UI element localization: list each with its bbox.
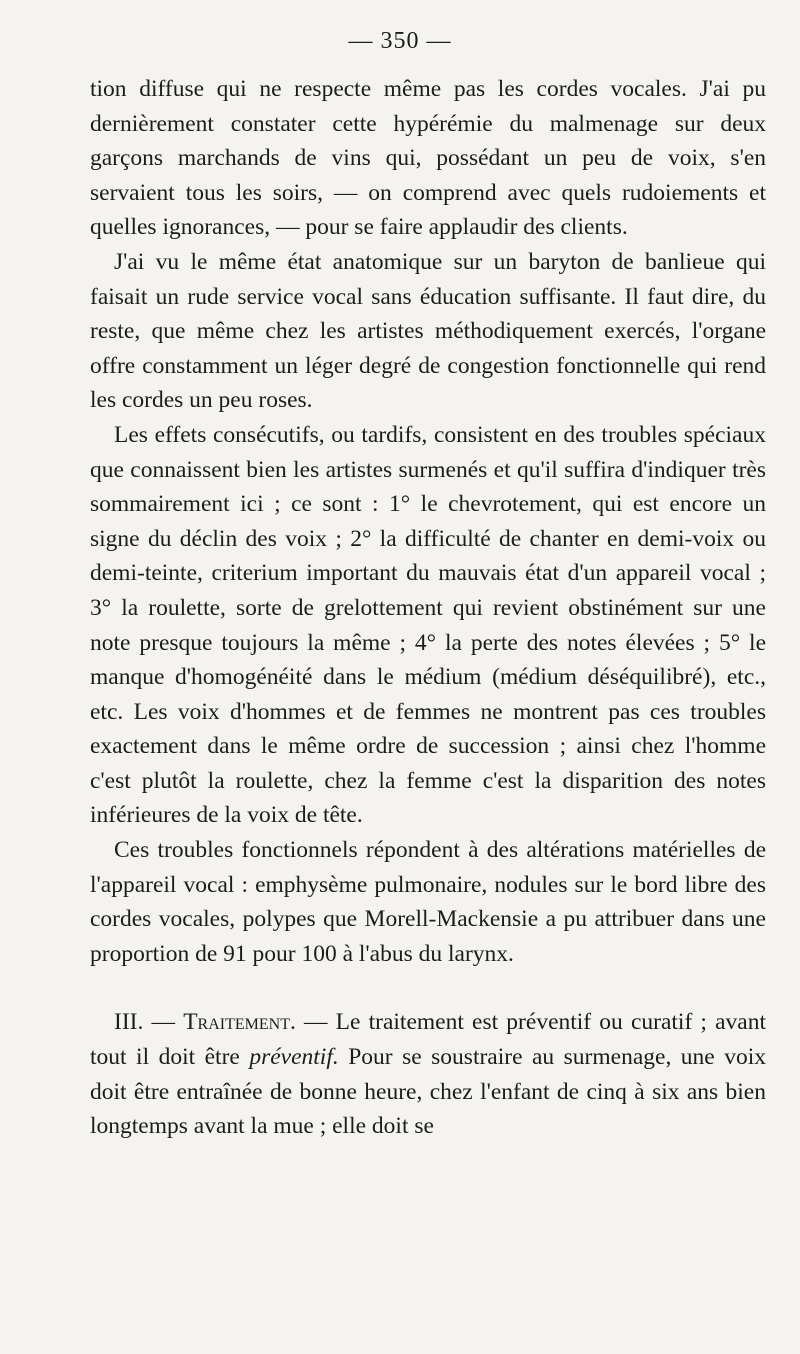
page-number: — 350 — — [348, 28, 452, 54]
paragraph-2: J'ai vu le même état anatomique sur un baryton de banlieue qui faisait un rude service vocal sans éducation suffisante. Il faut dire, du reste, que même chez les artistes méthodiquement exercés, l'organe offre constamment un léger degré de congestion fonctionnelle qui rend les cordes un peu roses. — [90, 248, 766, 414]
section-text-before: — Le traitement est préventif ou curatif ; avant tout il doit être — [90, 1009, 767, 1071]
paragraph-4: Ces troubles fonctionnels répondent à des altérations matérielles de l'appareil vocal : emphysème pulmonaire, nodules sur le bord libre des cordes vocales, polypes que Morell-Mackensie a pu attribuer dans une proportion de 91 pour 100 à l'abus du larynx. — [90, 837, 766, 967]
body-text — [90, 72, 766, 1144]
section-heading: Traitement. — [183, 1009, 296, 1036]
section-dash: — — [143, 1009, 184, 1036]
paragraph-1: tion diffuse qui ne respecte même pas les cordes vocales. J'ai pu dernièrement constater cette hypérémie du malmenage sur deux garçons marchands de vins qui, possédant un peu de voix, s'en servaient tous les soirs, — on comprend avec quels rudoiements et quelles ignorances, — pour se faire applaudir des clients. — [90, 76, 766, 241]
section-text-after: Pour se soustraire au surmenage, une voix doit être entraînée de bonne heure, chez l'enfant de cinq à six ans bien longtemps avant la mue ; elle doit se — [90, 1044, 767, 1140]
section-emphasis: préventif. — [249, 1044, 339, 1071]
section-paragraph — [90, 1005, 766, 1143]
paragraph-3: Les effets consécutifs, ou tardifs, consistent en des troubles spéciaux que connaissent bien les artistes surmenés et qu'il suffira d'indiquer très sommairement ici ; ce sont : 1° le chevrotement, qui est encore un signe du déclin des voix ; 2° la difficulté de chanter en demi-voix ou demi-teinte, criterium important du mauvais état d'un appareil vocal ; 3° la roulette, sorte de grelottement qui revient obstinément sur une note presque toujours la même ; 4° la perte des notes élevées ; 5° le manque d'homogénéité dans le médium (médium déséquilibré), etc., etc. Les voix d'hommes et de femmes ne montrent pas ces troubles exactement dans le même ordre de succession ; ainsi chez l'homme c'est plutôt la roulette, chez la femme c'est la disparition des notes inférieures de la voix de tête. — [90, 421, 766, 829]
section-spacer — [90, 971, 766, 1005]
section-number: III. — [114, 1009, 144, 1036]
